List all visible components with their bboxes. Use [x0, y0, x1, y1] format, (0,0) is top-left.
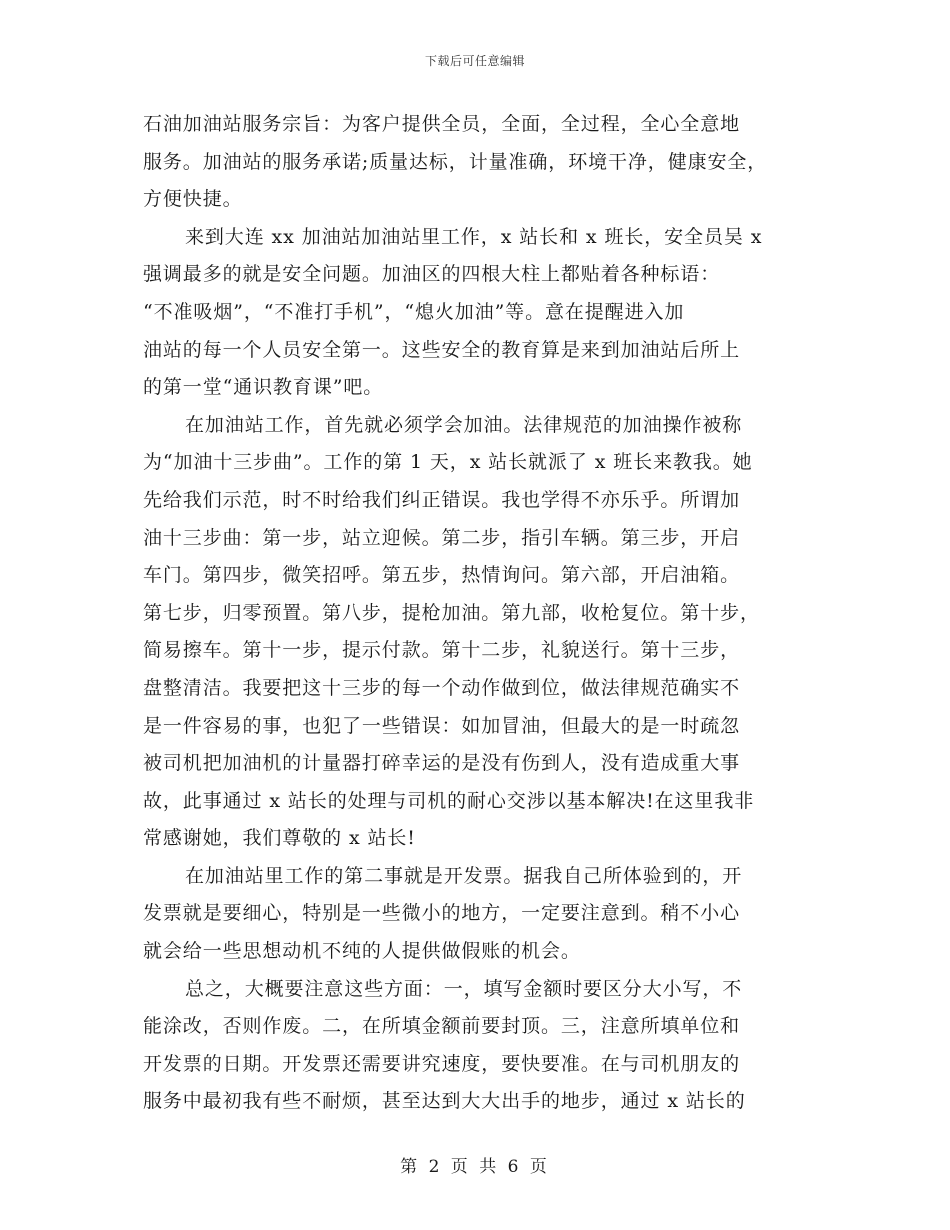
- body-line: 服务中最初我有些不耐烦，甚至达到大大出手的地步，通过 x 站长的: [143, 1090, 746, 1113]
- body-line: 车门。第四步，微笑招呼。第五步，热情询问。第六部，开启油箱。: [143, 564, 741, 587]
- body-line: 油站的每一个人员安全第一。这些安全的教育算是来到加油站后所上: [143, 338, 741, 361]
- body-line: 开发票的日期。开发票还需要讲究速度，要快要准。在与司机朋友的: [143, 1052, 741, 1075]
- body-line: 发票就是要细心，特别是一些微小的地方，一定要注意到。稍不小心: [143, 902, 741, 925]
- body-line: 第七步，归零预置。第八步，提枪加油。第九部，收枪复位。第十步，: [143, 601, 760, 624]
- body-line: 方便快捷。: [143, 188, 243, 211]
- body-line: 油十三步曲：第一步，站立迎候。第二步，指引车辆。第三步，开启: [143, 526, 741, 549]
- body-line: 的第一堂“通识教育课”吧。: [143, 376, 384, 399]
- body-line: 能涂改，否则作废。二，在所填金额前要封顶。三，注意所填单位和: [143, 1015, 741, 1038]
- document-body: [143, 106, 811, 1121]
- body-line: 故，此事通过 x 站长的处理与司机的耐心交涉以基本解决!在这里我非: [143, 789, 755, 812]
- body-line: 强调最多的就是安全问题。加油区的四根大柱上都贴着各种标语：: [143, 263, 721, 286]
- body-line: 来到大连 xx 加油站加油站里工作，x 站长和 x 班长，安全员吴 x: [185, 225, 763, 248]
- body-line: 是一件容易的事，也犯了一些错误：如加冒油，但最大的是一时疏忽: [143, 714, 741, 737]
- body-line: 服务。加油站的服务承诺;质量达标，计量准确，环境干净，健康安全，: [143, 150, 768, 173]
- body-line: 常感谢她，我们尊敬的 x 站长!: [143, 827, 416, 850]
- body-line: 先给我们示范，时不时给我们纠正错误。我也学得不亦乐乎。所谓加: [143, 488, 741, 511]
- body-line: 被司机把加油机的计量器打碎幸运的是没有伤到人，没有造成重大事: [143, 752, 741, 775]
- body-line: 盘整清洁。我要把这十三步的每一个动作做到位，做法律规范确实不: [143, 676, 741, 699]
- body-line: 简易擦车。第十一步，提示付款。第十二步，礼貌送行。第十三步，: [143, 639, 741, 662]
- body-line: 为“加油十三步曲”。工作的第 1 天，x 站长就派了 x 班长来教我。她: [143, 451, 753, 474]
- page-header: 下载后可任意编辑: [424, 54, 525, 68]
- body-line: 就会给一些思想动机不纯的人提供做假账的机会。: [143, 940, 581, 963]
- body-line: 在加油站里工作的第二事就是开发票。据我自己所体验到的，开: [185, 864, 743, 887]
- page-number-footer: 第 2 页 共 6 页: [400, 1157, 550, 1177]
- body-line: “不准吸烟”，“不准打手机”，“熄火加油”等。意在提醒进入加: [143, 300, 685, 323]
- body-line: 在加油站工作，首先就必须学会加油。法律规范的加油操作被称: [185, 413, 743, 436]
- body-line: 石油加油站服务宗旨：为客户提供全员，全面，全过程，全心全意地: [143, 113, 741, 135]
- body-line: 总之，大概要注意这些方面：一，填写金额时要区分大小写，不: [185, 977, 743, 1000]
